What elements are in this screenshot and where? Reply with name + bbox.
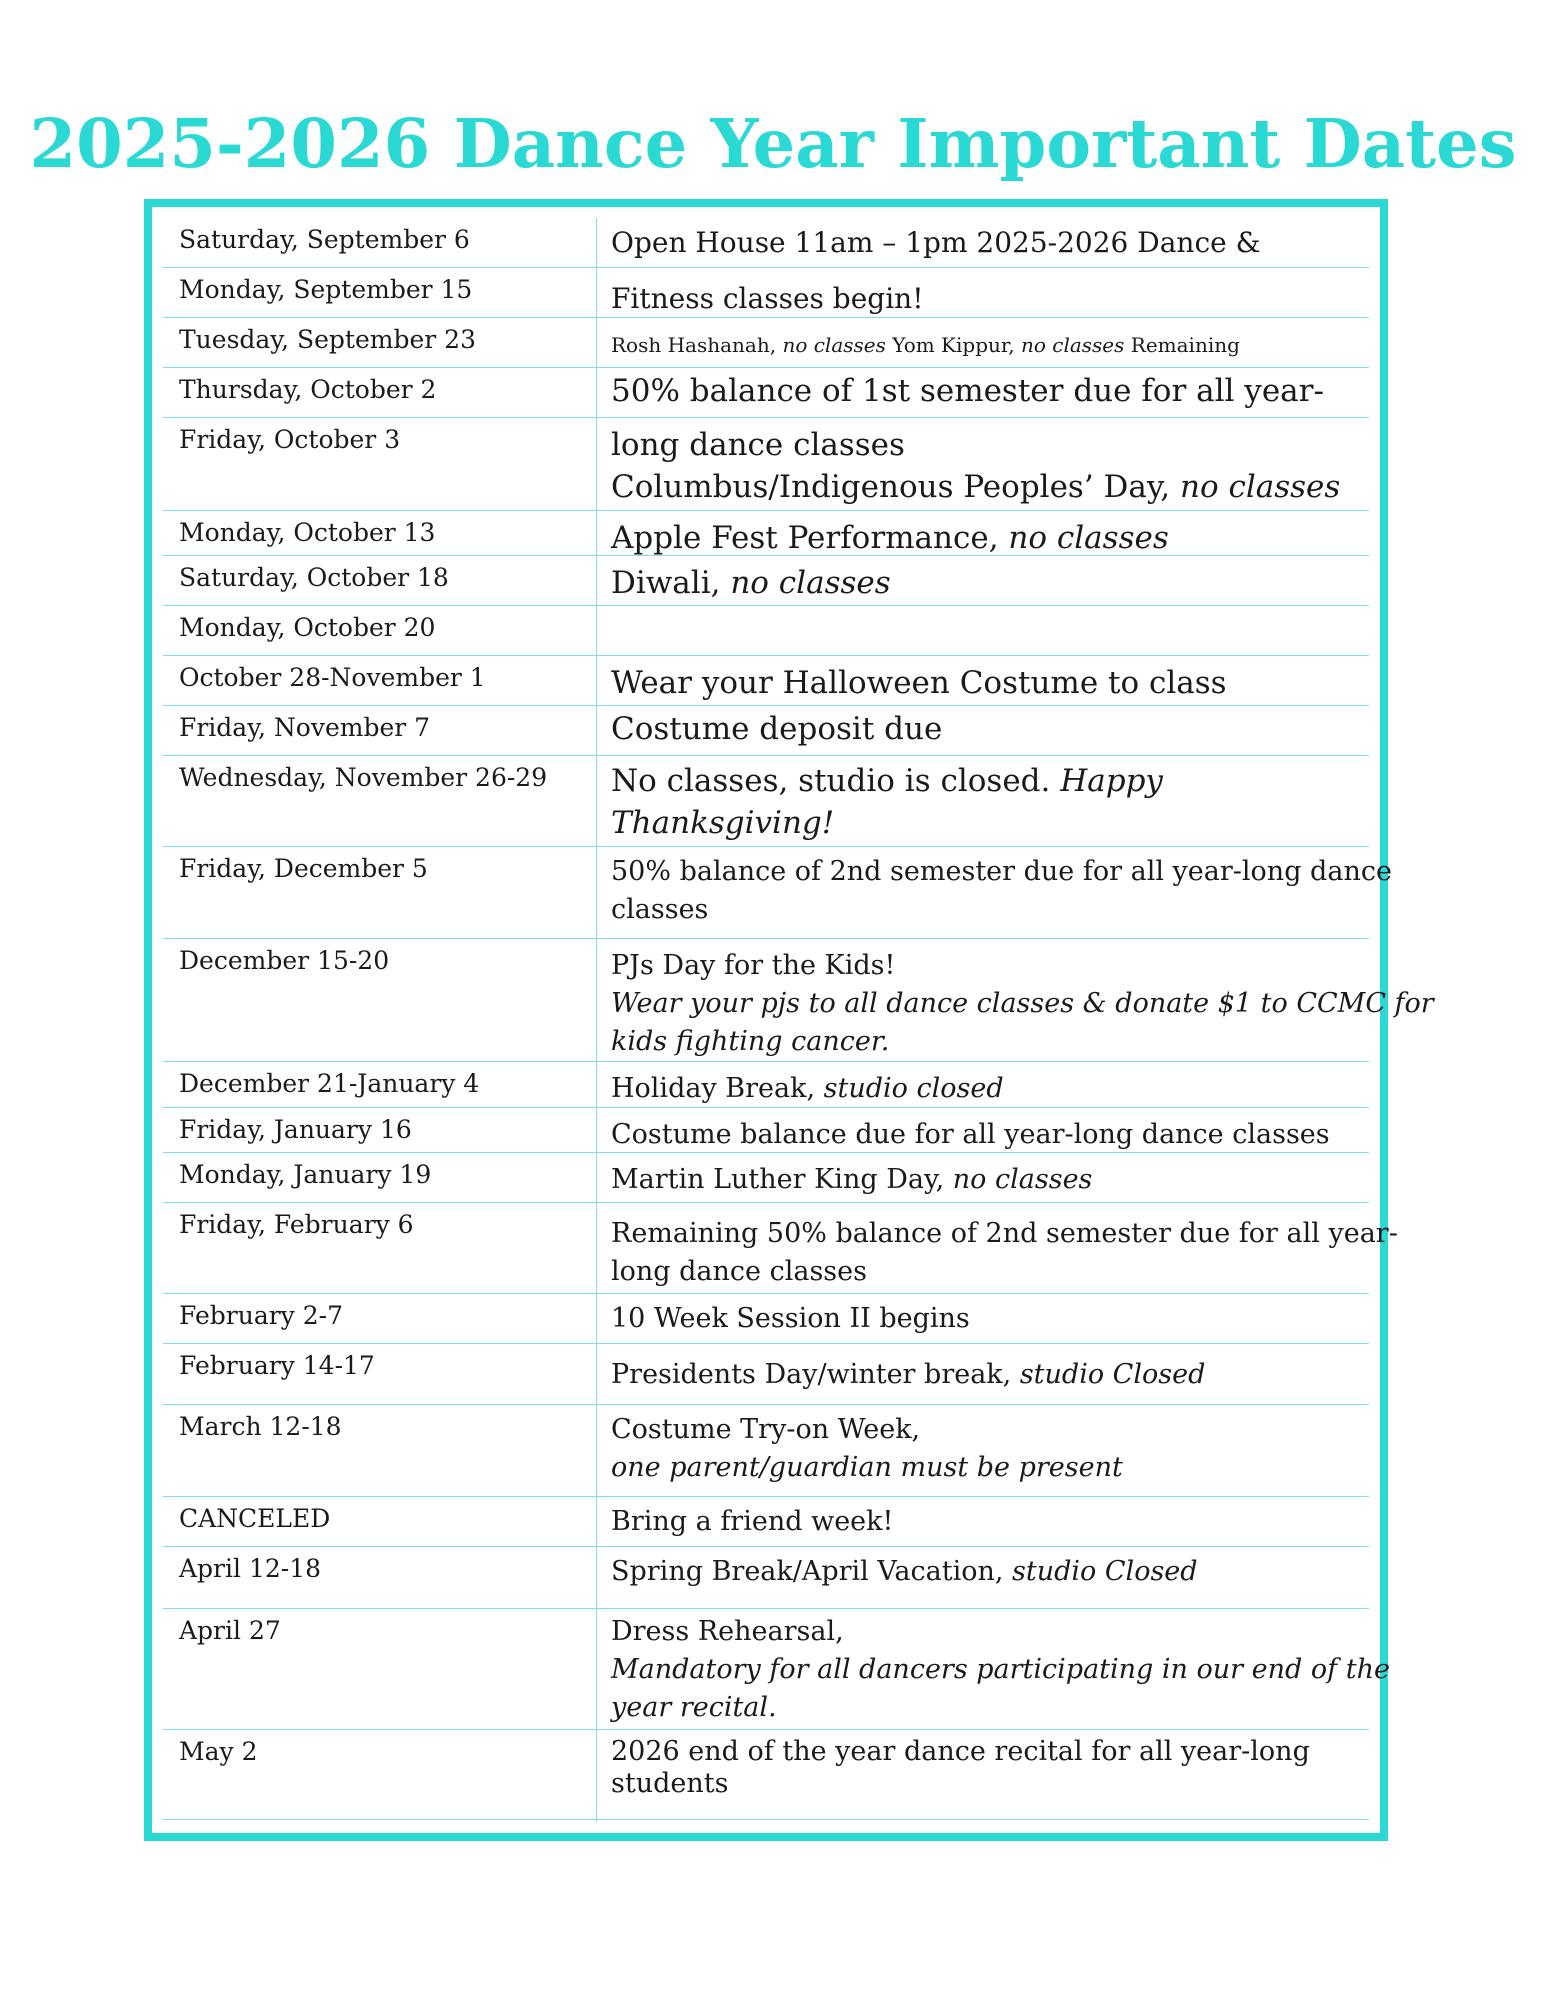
table-row — [163, 1202, 1398, 1294]
event-description — [611, 1356, 1391, 1394]
event-text: Costume deposit due — [611, 711, 943, 747]
page-title: 2025-2026 Dance Year Important Dates — [29, 104, 1517, 183]
event-date: October 28-November 1 — [179, 663, 486, 692]
event-line — [611, 1768, 1391, 1800]
event-note-italic: Happy — [1060, 763, 1163, 799]
event-description — [611, 330, 1391, 360]
event-text: long dance classes — [611, 427, 905, 463]
event-line — [611, 562, 1391, 604]
event-text: Costume Try-on Week, — [611, 1414, 921, 1445]
event-date: Friday, February 6 — [179, 1210, 414, 1239]
event-note-italic: no classes — [782, 333, 886, 357]
event-text: classes — [611, 894, 709, 925]
event-line — [611, 802, 1391, 844]
event-date: Tuesday, September 23 — [179, 325, 476, 354]
event-date: May 2 — [179, 1737, 258, 1766]
event-date: Saturday, September 6 — [179, 225, 470, 254]
event-line — [611, 424, 1391, 466]
table-row — [163, 417, 1369, 511]
event-line — [611, 1023, 1391, 1061]
event-date: Saturday, October 18 — [179, 563, 449, 592]
event-note-italic: no classes — [730, 565, 891, 601]
event-date: February 14-17 — [179, 1351, 375, 1380]
event-description — [611, 1411, 1391, 1487]
table-body — [163, 218, 1434, 1822]
table-row — [163, 705, 1369, 756]
event-note-italic: studio Closed — [1019, 1359, 1206, 1390]
event-line — [611, 1689, 1391, 1727]
event-description — [611, 280, 1391, 318]
event-text: Remaining 50% balance of 2nd semester due for all year- — [611, 1218, 1398, 1249]
event-line — [611, 370, 1391, 412]
event-line — [611, 1161, 1391, 1199]
event-description — [611, 1215, 1398, 1291]
event-line — [611, 1613, 1391, 1651]
table-row — [163, 555, 1369, 606]
event-description — [611, 1116, 1391, 1154]
event-text: students — [611, 1768, 729, 1799]
table-row — [163, 267, 1369, 318]
event-line — [611, 1253, 1391, 1291]
event-description — [611, 424, 1391, 508]
event-note-italic: one parent/guardian must be present — [611, 1452, 1123, 1483]
event-note-italic: Thanksgiving! — [611, 805, 835, 841]
event-date: Monday, October 13 — [179, 518, 436, 547]
event-date: April 27 — [179, 1616, 281, 1645]
event-date: Friday, December 5 — [179, 854, 428, 883]
event-date: March 12-18 — [179, 1412, 342, 1441]
table-row — [163, 846, 1392, 939]
table-row — [163, 510, 1369, 556]
event-line — [611, 466, 1391, 508]
event-note-italic: no classes — [952, 1164, 1093, 1195]
event-note-italic: year recital. — [611, 1692, 777, 1723]
table-row — [163, 1061, 1369, 1108]
table-row — [163, 655, 1369, 706]
event-line — [611, 1449, 1391, 1487]
event-text: Costume balance due for all year-long dance classes — [611, 1119, 1330, 1150]
event-text: Open House 11am – 1pm 2025-2026 Dance & — [611, 226, 1261, 259]
event-text: Presidents Day/winter break, — [611, 1359, 1020, 1390]
event-line — [611, 1215, 1398, 1253]
event-line — [611, 1116, 1391, 1154]
event-note-italic: no classes — [1008, 520, 1169, 556]
event-note-italic: Wear your pjs to all dance classes & donate $1 to CCMC for — [611, 988, 1434, 1019]
event-note-italic: Mandatory for all dancers participating in our end of the — [611, 1654, 1390, 1685]
event-description — [611, 517, 1391, 559]
event-description — [611, 1736, 1391, 1800]
event-description — [611, 224, 1391, 262]
event-line — [611, 280, 1391, 318]
event-line — [611, 891, 1391, 929]
event-text: Martin Luther King Day, — [611, 1164, 953, 1195]
event-text: Bring a friend week! — [611, 1506, 894, 1537]
event-description — [611, 662, 1391, 704]
event-date: December 21-January 4 — [179, 1069, 480, 1098]
event-text: PJs Day for the Kids! — [611, 950, 896, 981]
event-line — [611, 1736, 1391, 1768]
table-row — [163, 1107, 1369, 1153]
event-description — [611, 1300, 1391, 1338]
event-description — [611, 1503, 1391, 1541]
event-line — [611, 853, 1391, 891]
event-description — [611, 708, 1391, 750]
event-date: Wednesday, November 26-29 — [179, 763, 548, 792]
event-date: Thursday, October 2 — [179, 375, 437, 404]
table-row — [163, 1729, 1369, 1820]
event-date: Monday, September 15 — [179, 275, 473, 304]
event-text: Yom Kippur, — [885, 333, 1021, 357]
event-text: Diwali, — [611, 565, 731, 601]
event-line — [611, 1300, 1391, 1338]
table-row — [163, 1152, 1369, 1203]
event-text: Holiday Break, — [611, 1073, 824, 1104]
event-description — [611, 562, 1391, 604]
event-date: CANCELED — [179, 1504, 331, 1533]
event-description — [611, 370, 1391, 412]
event-description — [611, 1613, 1391, 1727]
event-note-italic: kids fighting cancer. — [611, 1026, 890, 1057]
event-line — [611, 1651, 1391, 1689]
event-date: April 12-18 — [179, 1554, 322, 1583]
table-row — [163, 1293, 1369, 1344]
event-line — [611, 760, 1391, 802]
event-text: long dance classes — [611, 1256, 867, 1287]
event-description — [611, 1161, 1391, 1199]
event-description — [611, 1070, 1391, 1108]
event-note-italic: studio closed — [823, 1073, 1004, 1104]
event-description — [611, 853, 1391, 929]
event-line — [611, 517, 1391, 559]
event-line — [611, 947, 1391, 985]
event-text: 50% balance of 2nd semester due for all year-long dance — [611, 856, 1392, 887]
event-line — [611, 985, 1434, 1023]
event-text: Rosh Hashanah, — [611, 333, 783, 357]
event-text: Remaining — [1124, 333, 1240, 357]
table-row — [163, 1496, 1369, 1547]
event-description — [611, 947, 1434, 1061]
event-note-italic: no classes — [1179, 469, 1341, 505]
event-note-italic: no classes — [1020, 333, 1125, 357]
event-text: Wear your Halloween Costume to class — [611, 665, 1227, 701]
event-date: Friday, November 7 — [179, 713, 431, 742]
event-text: Apple Fest Performance, — [611, 520, 1009, 556]
table-row — [163, 938, 1434, 1062]
event-line — [611, 1356, 1391, 1394]
event-line — [611, 1553, 1391, 1591]
event-description — [611, 760, 1391, 844]
table-row — [163, 605, 1369, 656]
event-text: 50% balance of 1st semester due for all year- — [611, 373, 1324, 409]
event-line — [611, 662, 1391, 704]
table-row — [163, 755, 1369, 847]
event-text: 10 Week Session II begins — [611, 1303, 970, 1334]
table-row — [163, 367, 1369, 418]
event-text: Fitness classes begin! — [611, 282, 924, 315]
event-description — [611, 1553, 1391, 1591]
event-date: Friday, October 3 — [179, 425, 401, 454]
event-note-italic: studio Closed — [1012, 1556, 1198, 1587]
event-text: Dress Rehearsal, — [611, 1616, 844, 1647]
event-date: Monday, October 20 — [179, 613, 436, 642]
event-date: Friday, January 16 — [179, 1115, 412, 1144]
event-text: Spring Break/April Vacation, — [611, 1556, 1013, 1587]
event-line — [611, 1070, 1391, 1108]
event-line — [611, 708, 1391, 750]
event-line — [611, 330, 1391, 360]
table-row — [163, 1343, 1369, 1405]
event-line — [611, 1411, 1391, 1449]
table-row — [163, 1546, 1369, 1609]
table-row — [163, 1404, 1369, 1497]
event-text: 2026 end of the year dance recital for all year-long — [611, 1736, 1310, 1767]
table-row — [163, 1608, 1390, 1730]
table-row — [163, 317, 1369, 368]
event-date: February 2-7 — [179, 1301, 344, 1330]
event-line — [611, 224, 1391, 262]
event-line — [611, 1503, 1391, 1541]
table-row — [163, 218, 1369, 267]
event-text: Columbus/Indigenous Peoples’ Day, — [611, 469, 1180, 505]
event-text: No classes, studio is closed. — [611, 763, 1061, 799]
event-date: December 15-20 — [179, 946, 390, 975]
event-date: Monday, January 19 — [179, 1160, 432, 1189]
dates-table — [144, 199, 1434, 1841]
